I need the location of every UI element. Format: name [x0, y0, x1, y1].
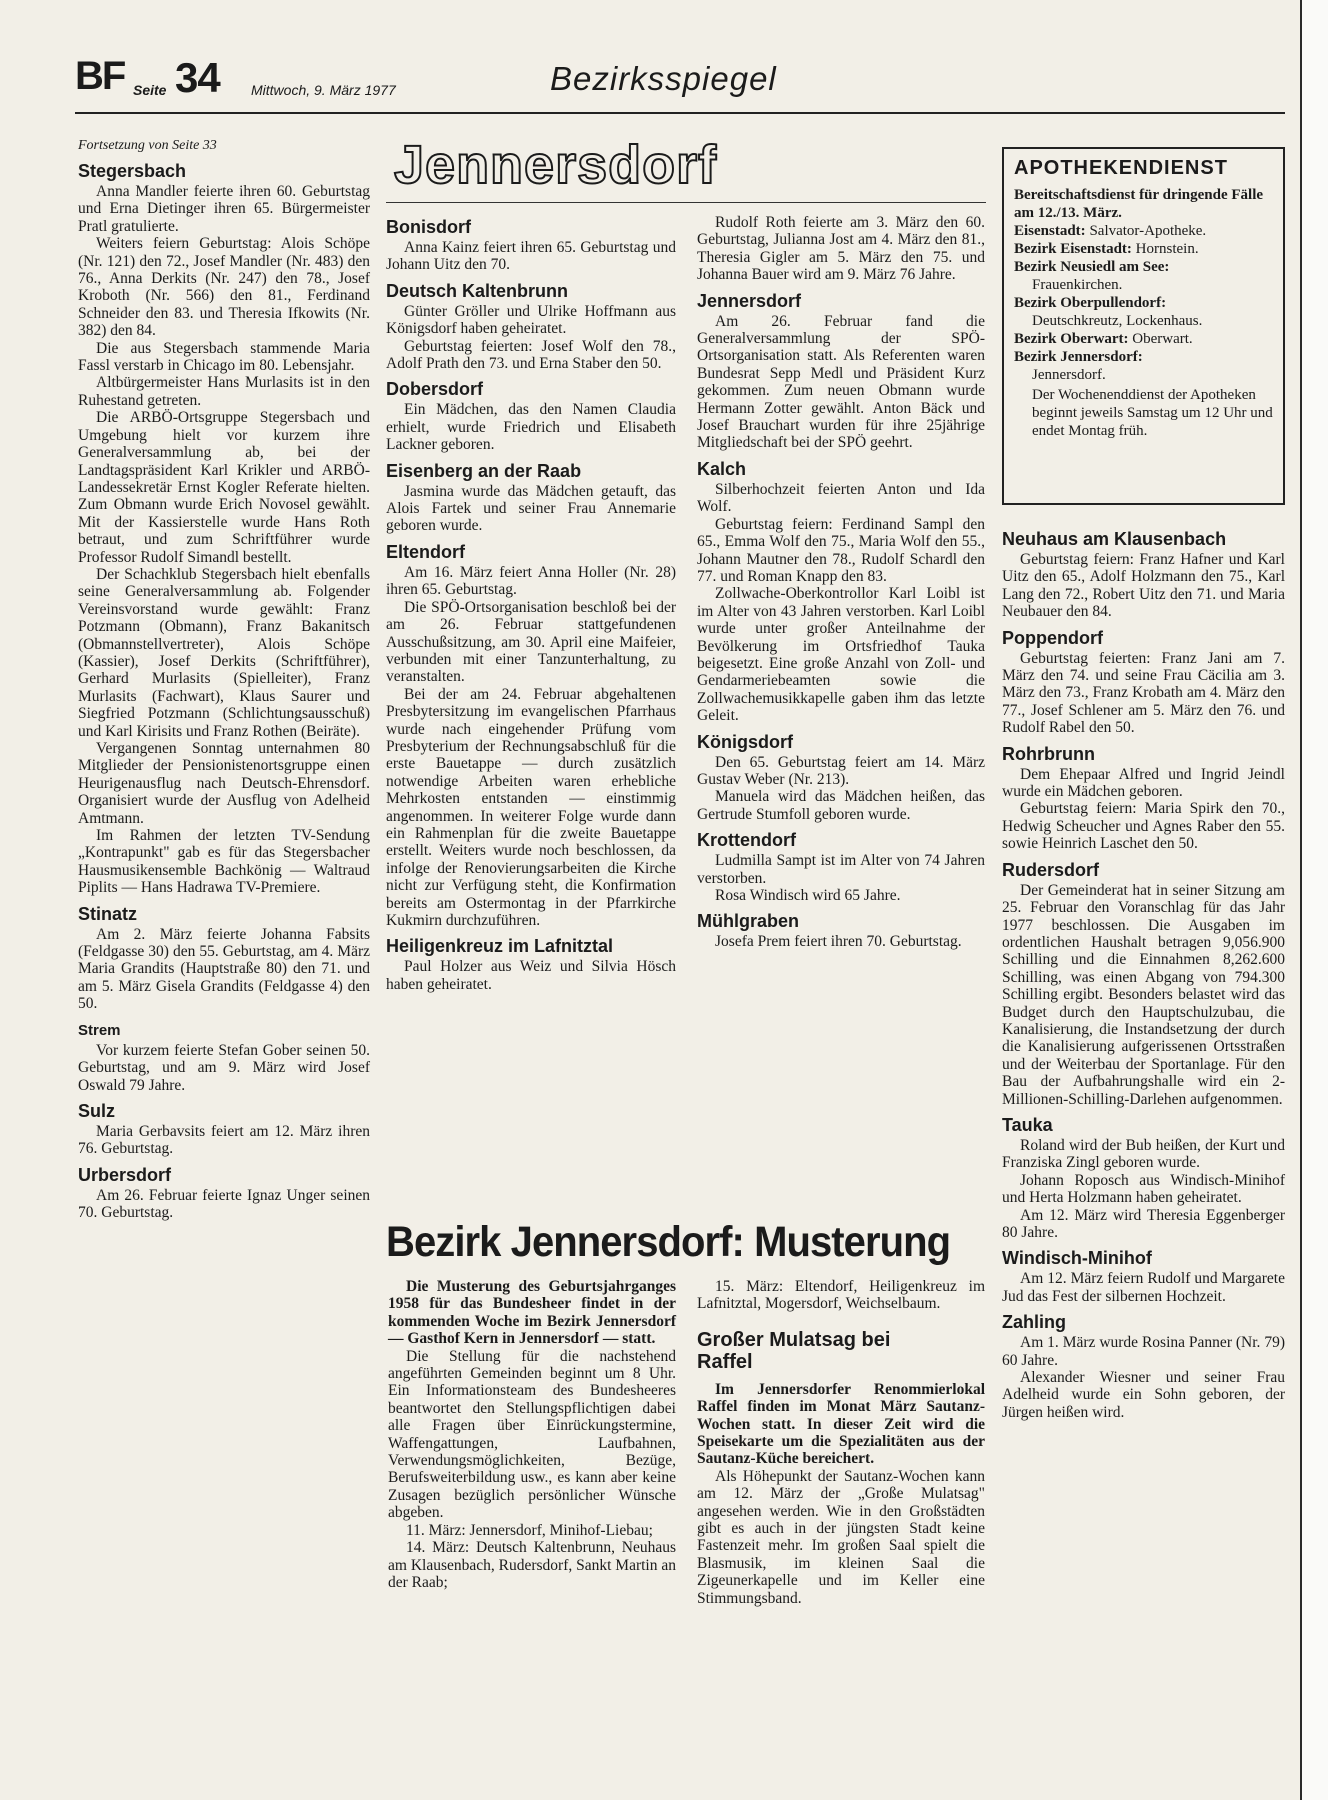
heading-heiligenkreuz: Heiligenkreuz im Lafnitztal [386, 936, 614, 957]
paragraph: Die ARBÖ-Ortsgruppe Stegersbach und Umgebung hielt vor kurzem ihre Generalversammlung ab, bei der Landtagspräsident Karl Krikler und ARBÖ-Landessekretär Ernst Kogler Referate hielten. Zum Obmann wurde Erich Novosel gewählt. Mit der Kassierstelle wurde Hans Roth betraut, und zum Schriftführer wurde Professor Rudolf Simandl bestellt. [78, 409, 370, 566]
apo-note: Der Wochenenddienst der Apotheken beginnt jeweils Samstag um 12 Uhr und endet Montag früh. [1032, 387, 1273, 439]
paragraph: Altbürgermeister Hans Murlasits ist in den Ruhestand getreten. [78, 374, 370, 409]
column-3 [697, 214, 985, 951]
paragraph: Rosa Windisch wird 65 Jahre. [715, 887, 901, 904]
newspaper-logo: BF [75, 54, 125, 98]
paragraph: Anna Mandler feierte ihren 60. Geburtstag und Erna Dietinger ihren 65. Bürgermeister Pratl gratulierte. [78, 183, 370, 235]
page-header [75, 50, 1285, 114]
column-2 [386, 210, 676, 993]
paragraph: Rudolf Roth feierte am 3. März den 60. Geburtstag, Julianna Jost am 4. März den 81., Theresia Gigler am 5. März den 75. und Johanna Bauer wird am 9. März 76 Jahre. [697, 214, 985, 284]
musterung-lead: Die Musterung des Geburtsjahrganges 1958 für das Bundesheer findet in der kommenden Woche im Bezirk Jennersdorf — Gasthof Kern in Jennersdorf — statt. [388, 1278, 676, 1348]
mulatsag-lead: Im Jennersdorfer Renommierlokal Raffel finden im Monat März Sautanz-Wochen statt. In dieser Zeit wird die Speisekarte um die Spezialitäten aus der Sautanz-Küche bereichert. [697, 1380, 985, 1468]
paragraph: Paul Holzer aus Weiz und Silvia Hösch haben geheiratet. [386, 958, 676, 993]
issue-date: Mittwoch, 9. März 1977 [251, 82, 396, 98]
heading-zahling: Zahling [1002, 1312, 1066, 1333]
section-title: Bezirksspiegel [550, 60, 777, 97]
paragraph: Johann Roposch aus Windisch-Minihof und Herta Holzmann haben geheiratet. [1002, 1171, 1285, 1207]
heading-dobersdorf: Dobersdorf [386, 379, 484, 400]
paragraph: Ein Mädchen, das den Namen Claudia erhielt, wurde Friedrich und Elisabeth Lackner geboren. [386, 401, 676, 454]
apo-value: Jennersdorf. [1032, 367, 1106, 383]
paragraph: Am 26. Februar fand die Generalversammlung der SPÖ-Ortsorganisation statt. Als Referenten waren Bundesrat Sepp Medl und Präsident Kurz gekommen. Zum neuen Obmann wurde Hermann Zotter gewählt. Anton Bäck und Josef Brauchart wurden für ihre 25jährige Mitgliedschaft bei der SPÖ geehrt. [697, 312, 985, 452]
paragraph: Manuela wird das Mädchen heißen, das Gertrude Stumfoll geboren wurde. [697, 788, 985, 823]
continued-note: Fortsetzung von Seite 33 [78, 138, 217, 153]
paragraph: Anna Kainz feiert ihren 65. Geburtstag und Johann Uitz den 70. [386, 239, 676, 274]
paragraph: 11. März: Jennersdorf, Minihof-Liebau; [406, 1521, 653, 1539]
paragraph: Günter Gröller und Ulrike Hoffmann aus Königsdorf haben geheiratet. [386, 302, 676, 338]
paragraph: Am 16. März feiert Anna Holler (Nr. 28) ihren 65. Geburtstag. [386, 563, 676, 599]
jennersdorf-masthead [386, 135, 986, 203]
apo-label: Bezirk Oberpullendorf: [1014, 295, 1167, 311]
masthead-title: Jennersdorf [394, 135, 718, 195]
paragraph: Jasmina wurde das Mädchen getauft, das Alois Fartek und seiner Frau Annemarie geboren wurde. [386, 482, 676, 535]
paragraph: Roland wird der Bub heißen, der Kurt und Franziska Zingl geboren wurde. [1002, 1136, 1285, 1172]
heading-windisch-minihof: Windisch-Minihof [1002, 1248, 1152, 1269]
heading-mulatsag: Großer Mulatsag bei Raffel [697, 1328, 891, 1373]
apo-value: Deutschkreutz, Lockenhaus. [1032, 313, 1203, 329]
apo-label: Bezirk Neusiedl am See: [1014, 259, 1170, 275]
apo-row: Bezirk Eisenstadt: Hornstein. [1014, 241, 1199, 257]
paragraph: Der Gemeinderat hat in seiner Sitzung am 25. Februar den Voranschlag für das Jahr 1977 beschlossen. Die Ausgaben im ordentlichen Haushalt betragen 9,056.900 Schilling und die Einnahmen 8,262.600 Schilling, was einen Abgang von 794.300 Schilling ergibt. Besonders belastet wird das Budget durch den Hauptschulzubau, die Kanalisierung, die Instandsetzung der durch die Kanalisierung aufgerissenen Ortsstraßen und der Weiterbau der Sportanlage. Für den Bau der Aufbahrungshalle wird ein 2-Millionen-Schilling-Darlehen aufgenommen. [1002, 881, 1285, 1108]
column-4 [1002, 522, 1285, 1421]
paragraph: Im Rahmen der letzten TV-Sendung „Kontrapunkt" gab es für das Stegersbacher Hausmusikensemble Bachkönig — Waltraud Piplits — Hans Hadrawa TV-Premiere. [78, 827, 370, 897]
paragraph: Als Höhepunkt der Sautanz-Wochen kann am 12. März der „Große Mulatsag" angesehen werden. Wie in den Großstädten gibt es auch in der jüngsten Stadt keine Fastenzeit mehr. Im großen Saal spielt die Blasmusik, im kleinen Saal die Zigeunerkapelle und im Keller eine Stimmungsband. [697, 1467, 985, 1607]
seite-label: Seite [133, 82, 167, 98]
paragraph: 15. März: Eltendorf, Heiligenkreuz im Lafnitztal, Mogersdorf, Weichselbaum. [697, 1278, 985, 1313]
heading-neuhaus: Neuhaus am Klausenbach [1002, 529, 1227, 549]
apo-intro: Bereitschaftsdienst für dringende Fälle am 12./13. März. [1014, 187, 1264, 221]
paragraph: Den 65. Geburtstag feiert am 14. März Gustav Weber (Nr. 213). [697, 753, 985, 788]
heading-deutsch-kaltenbrunn: Deutsch Kaltenbrunn [386, 280, 569, 301]
paragraph: Silberhochzeit feierten Anton und Ida Wolf. [697, 480, 985, 516]
paragraph: Die aus Stegersbach stammende Maria Fassl verstarb in Chicago im 80. Lebensjahr. [78, 339, 370, 375]
apothekendienst-box [1002, 147, 1285, 505]
musterung-article [388, 1278, 676, 1591]
paragraph: Weiters feiern Geburtstag: Alois Schöpe (Nr. 121) den 72., Josef Mandler (Nr. 483) den 76., Anna Derkits (Nr. 247) den 78., Josef Kroboth (Nr. 566) den 81., Ferdinand Schneider den 83. und Theresia Ifkowits (Nr. 382) den 84. [78, 235, 370, 340]
paragraph: 14. März: Deutsch Kaltenbrunn, Neuhaus am Klausenbach, Rudersdorf, Sankt Martin an der Raab; [388, 1539, 676, 1591]
paragraph: Am 12. März wird Theresia Eggenberger 80 Jahre. [1002, 1206, 1285, 1241]
heading-muehlgraben: Mühlgraben [697, 911, 799, 932]
heading-krottendorf: Krottendorf [697, 830, 796, 851]
paragraph: Maria Gerbavsits feiert am 12. März ihren 76. Geburtstag. [78, 1122, 370, 1158]
musterung-article-cont [697, 1278, 985, 1607]
paragraph: Dem Ehepaar Alfred und Ingrid Jeindl wurde ein Mädchen geboren. [1002, 765, 1285, 801]
heading-urbersdorf: Urbersdorf [78, 1164, 172, 1185]
heading-rudersdorf: Rudersdorf [1002, 859, 1100, 880]
paragraph: Geburtstag feierten: Franz Jani am 7. März den 74. und seine Frau Cäcilia am 3. März den 73., Franz Krobath am 4. März den 77., Josef Schlener am 5. März den 76. und Rudolf Rabel den 50. [1002, 649, 1285, 737]
heading-kalch: Kalch [697, 458, 747, 479]
paragraph: Vor kurzem feierte Stefan Gober seinen 50. Geburtstag, und am 9. März wird Josef Oswald 79 Jahre. [78, 1041, 370, 1094]
heading-bonisdorf: Bonisdorf [386, 217, 471, 237]
paragraph: Der Schachklub Stegersbach hielt ebenfalls seine Generalversammlung ab. Folgender Vereinsvorstand wurde gewählt: Franz Potzmann (Obmann), Franz Bakanitsch (Obmannstellvertreter), Alois Schöpe (Kassier), Josef Derkits (Schriftführer), Gerhard Murlasits (Spielleiter), Franz Murlasits (Fachwart), Klaus Saurer und Siegfried Potzmann (Schlichtungsausschuß) und Karl Kirisits und Franz Rothen (Beiräte). [78, 565, 370, 740]
heading-tauka: Tauka [1002, 1114, 1053, 1135]
paragraph: Am 12. März feiern Rudolf und Margarete Jud das Fest der silbernen Hochzeit. [1002, 1270, 1285, 1305]
paragraph: Geburtstag feiern: Maria Spirk den 70., Hedwig Scheucher und Agnes Raber den 55. sowie Heinrich Laschet den 50. [1002, 800, 1285, 853]
paragraph: Ludmilla Sampt ist im Alter von 74 Jahren verstorben. [697, 852, 985, 887]
heading-stinatz: Stinatz [78, 903, 138, 924]
apothekendienst-title: APOTHEKENDIENST [1014, 157, 1228, 179]
paragraph: Am 1. März wurde Rosina Panner (Nr. 79) 60 Jahre. [1002, 1334, 1285, 1369]
heading-strem: Strem [78, 1021, 121, 1039]
paragraph: Josefa Prem feiert ihren 70. Geburtstag. [715, 933, 962, 951]
paragraph: Alexander Wiesner und seiner Frau Adelheid wurde ein Sohn geboren, der Jürgen heißen wird. [1002, 1369, 1285, 1421]
paragraph: Zollwache-Oberkontrollor Karl Loibl ist im Alter von 43 Jahren verstorben. Karl Loibl wurde unter großer Anteilnahme der Bevölkerung im Ortsfriedhof Tauka beigesetzt. Eine große Anzahl von Zoll- und Gendarmeriebeamten sowie die Zollwachemusikkapelle gaben ihm das letzte Geleit. [697, 585, 985, 725]
apo-label: Bezirk Jennersdorf: [1014, 349, 1143, 365]
heading-jennersdorf: Jennersdorf [697, 290, 802, 311]
paragraph: Bei der am 24. Februar abgehaltenen Presbytersitzung im evangelischen Pfarrhaus wurde nach eingehender Prüfung vom Presbyterium der Rechnungsabschluß für die erste Bauetappe — durch zusätzlich notwendige Arbeiten waren erhebliche Mehrkosten entstanden — einstimmig angenommen. In weiterer Folge wurde dann ein Rahmenplan für die zweite Bauetappe erstellt. Weiters wurde noch beschlossen, da infolge der Renovierungsarbeiten die Kirche nicht zur Verfügung steht, die Konfirmation bereits am Ostermontag in der Pfarrkirche Kukmirn durchzuführen. [386, 685, 676, 929]
page-edge [1300, 0, 1328, 1800]
paragraph: Die Stellung für die nachstehend angeführten Gemeinden beginnt um 8 Uhr. Ein Informationsteam des Bundesheeres beantwortet den Stellungspflichtigen dabei alle Fragen über Einrückungstermine, Waffengattungen, Laufbahnen, Verwendungsmöglichkeiten, Bezüge, Berufsweiterbildung usw., es kann aber keine Zusagen bezüglich persönlicher Wünsche abgeben. [388, 1347, 676, 1522]
heading-eisenberg: Eisenberg an der Raab [386, 460, 582, 481]
musterung-banner: Bezirk Jennersdorf: Musterung [386, 1218, 951, 1266]
apo-value: Frauenkirchen. [1032, 277, 1123, 293]
apo-row: Eisenstadt: Salvator-Apotheke. [1014, 223, 1207, 239]
apo-row: Bezirk Oberwart: Oberwart. [1014, 331, 1193, 347]
paragraph: Vergangenen Sonntag unternahmen 80 Mitglieder der Pensionistenortsgruppe einen Heurigenausflug nach Deutsch-Ehrensdorf. Organisiert wurde der Ausflug von Adelheid Amtmann. [78, 740, 370, 827]
paragraph: Geburtstag feiern: Franz Hafner und Karl Uitz den 65., Adolf Holzmann den 75., Karl Lang den 72., Robert Uitz den 71. und Maria Neubauer den 84. [1002, 551, 1285, 621]
heading-koenigsdorf: Königsdorf [697, 731, 793, 752]
paragraph: Am 2. März feierte Johanna Fabsits (Feldgasse 30) den 55. Geburtstag, am 4. März Maria Grandits (Hauptstraße 80) den 71. und am 5. März Gisela Grandits (Feldgasse 4) den 50. [78, 925, 370, 1013]
paragraph: Geburtstag feiern: Ferdinand Sampl den 65., Emma Wolf den 75., Maria Wolf den 55., Johann Mautner den 78., Rudolf Schardl den 77. und Roman Knapp den 83. [697, 515, 985, 585]
heading-stegersbach: Stegersbach [78, 161, 187, 181]
paragraph: Die SPÖ-Ortsorganisation beschloß bei der am 26. Februar stattgefundenen Ausschußsitzung, am 30. April eine Maifeier, verbunden mit einer Tanzunterhaltung, zu veranstalten. [386, 598, 676, 686]
heading-sulz: Sulz [78, 1100, 116, 1121]
heading-poppendorf: Poppendorf [1002, 627, 1103, 648]
heading-rohrbrunn: Rohrbrunn [1002, 743, 1095, 764]
column-1 [78, 137, 370, 1222]
paragraph: Am 26. Februar feierte Ignaz Unger seinen 70. Geburtstag. [78, 1186, 370, 1222]
heading-eltendorf: Eltendorf [386, 541, 465, 562]
paragraph: Geburtstag feierten: Josef Wolf den 78., Adolf Prath den 73. und Erna Staber den 50. [386, 337, 676, 373]
page-number: 34 [175, 54, 220, 101]
